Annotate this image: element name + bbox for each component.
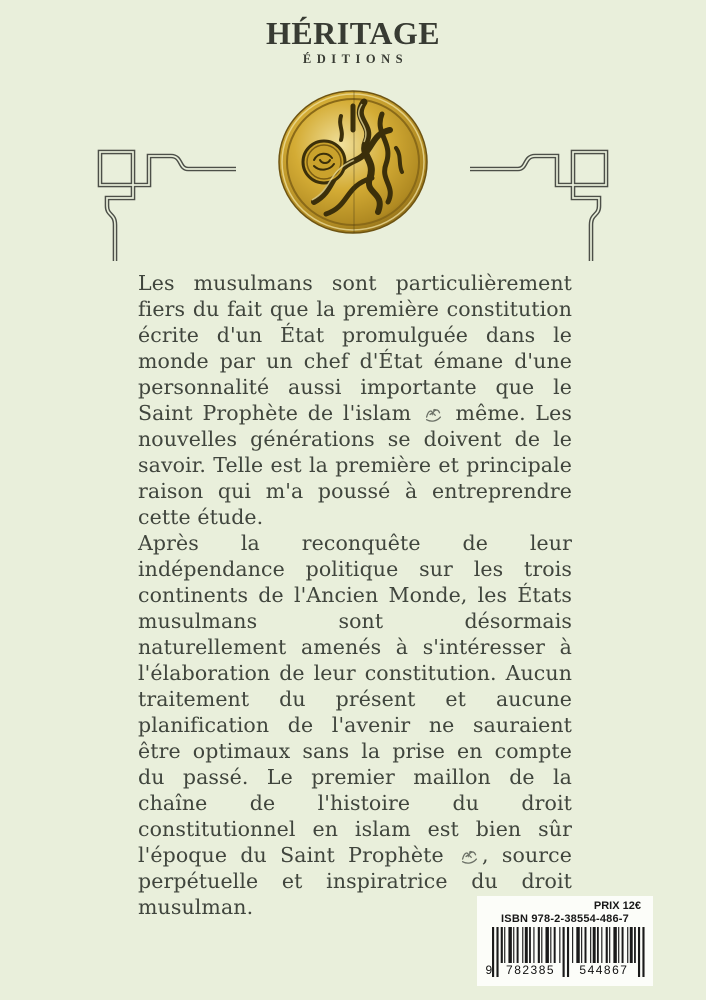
barcode-label [477,896,653,986]
prophet-honorific-icon [424,406,443,423]
corner-ornament-left-icon [88,143,236,261]
publisher-subtitle: ÉDITIONS [302,51,409,66]
ean-digit-group-2: 544867 [571,964,637,977]
synopsis-text [138,270,572,920]
synopsis-paragraph-1: Les musulmans sont particulièrement fiers du fait que la première constitution écrite d'un État promulguée dans le monde par un chef d'État émane d'une personnalité aussi importante que le Saint Prophète de l'islam même. Les nouvelles générations se doivent de le savoir. Telle est la première et principale raison qui m'a poussé à entreprendre cette étude. [138,271,572,529]
ean-barcode [483,927,647,977]
price-text: PRIX 12€ [593,900,641,912]
medallion-icon [278,90,428,234]
synopsis-paragraph-2: Après la reconquête de leur indépendance politique sur les trois continents de l'Ancien Monde, les États musulmans sont désormais naturellement amenés à s'intéresser à l'élaboration de leur constitution. Aucun traitement du présent et aucune planification de l'avenir ne sauraient être optimaux sans la prise en compte du passé. Le premier maillon de la chaîne de l'histoire du droit constitutionnel en islam est bien sûr l'époque du Saint Prophète , source perpétuelle et inspiratrice du droit musulman. [138,531,572,919]
ean-digit-group-1: 782385 [499,964,561,977]
ean-digit-prefix: 9 [485,963,494,977]
corner-ornament-left [88,143,236,261]
publisher-name: HÉRITAGE [265,15,441,51]
corner-ornament-right-icon [470,143,618,261]
isbn-text: ISBN 978-2-38554-486-7 [501,913,629,925]
prophet-honorific-icon [460,848,479,865]
gold-calligraphy-medallion-icon [278,90,428,234]
publisher-logo [0,17,706,67]
corner-ornament-right [470,143,618,261]
